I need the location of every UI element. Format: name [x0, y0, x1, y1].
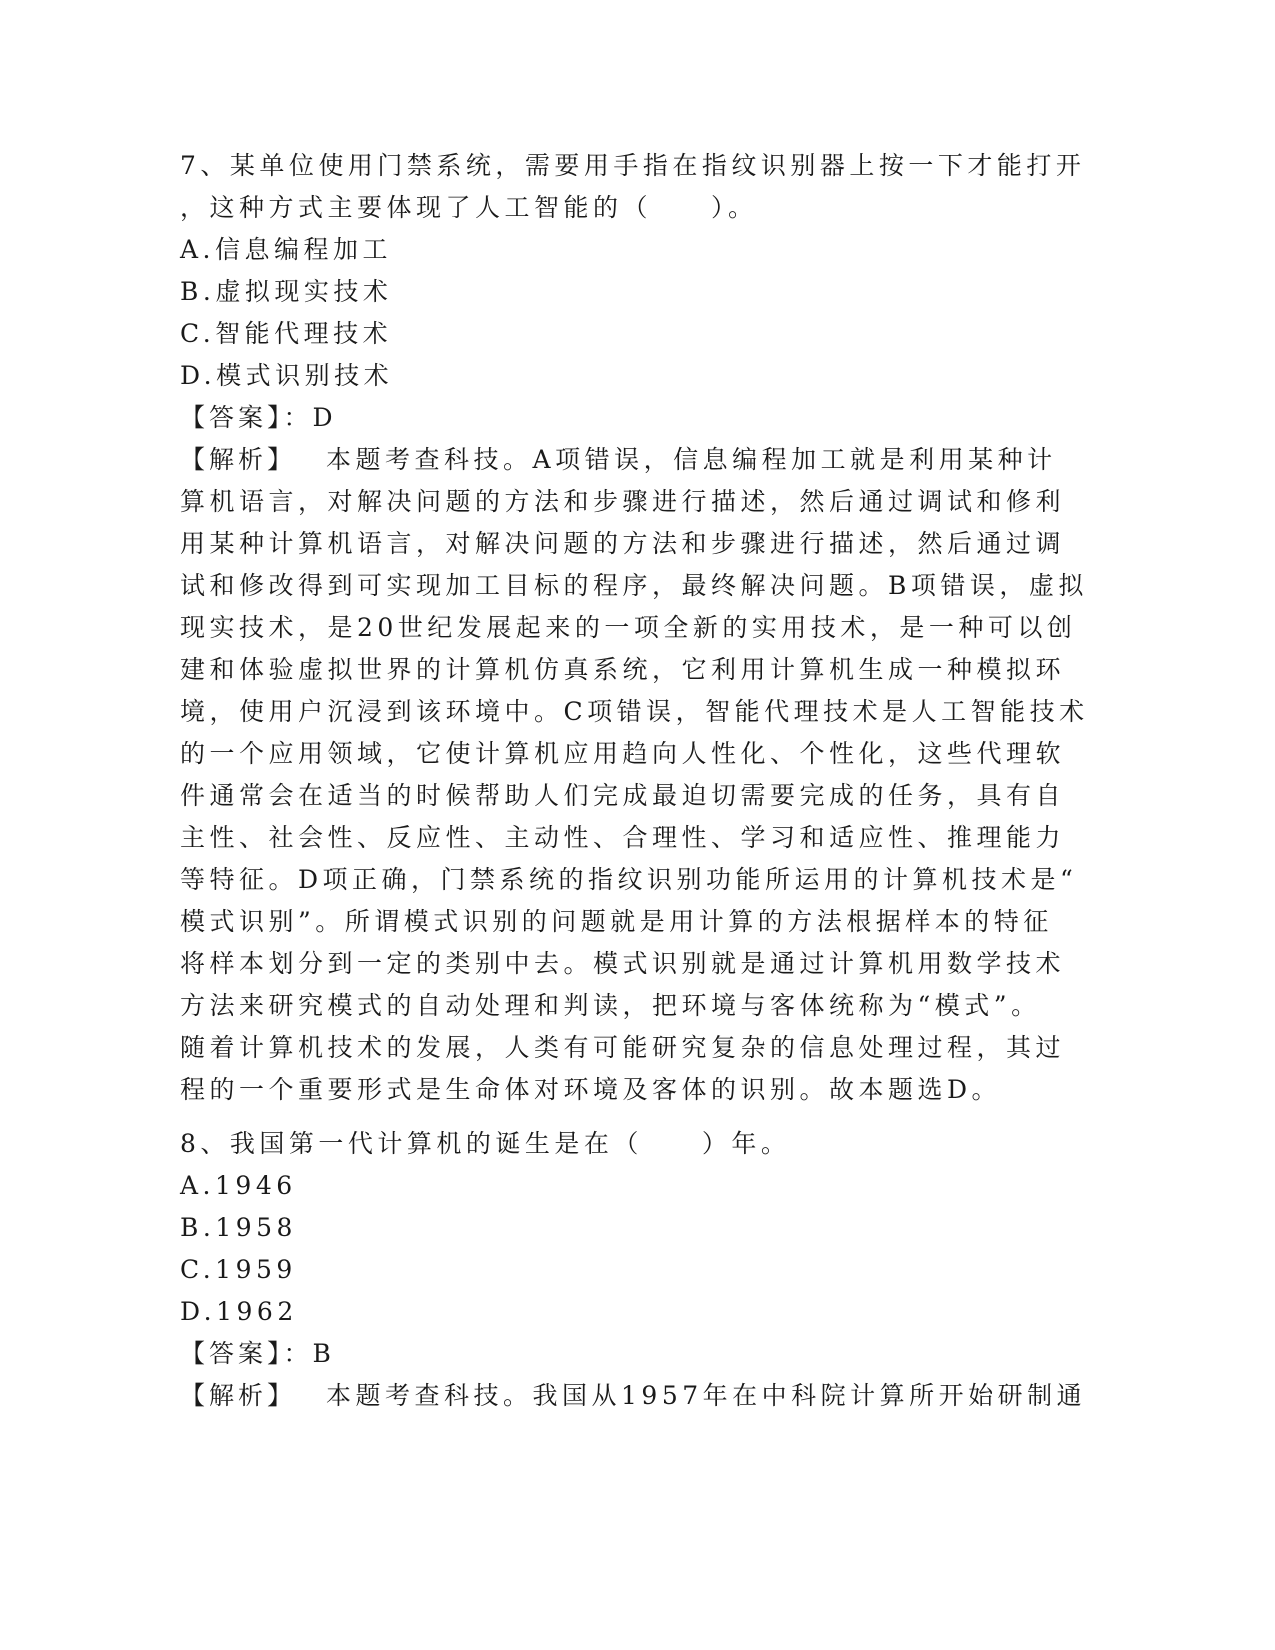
option-a: A.信息编程加工 [180, 235, 393, 264]
question-spacer [180, 1111, 1080, 1123]
analysis-line [180, 1375, 1087, 1417]
answer-label: 【答案】： [180, 1339, 313, 1368]
option-d: D.1962 [180, 1297, 298, 1326]
analysis-line: 境，使用户沉浸到该环境中。C项错误，智能代理技术是人工智能技术 [180, 697, 1089, 726]
document-page [180, 145, 1089, 1417]
analysis-line: 算机语言，对解决问题的方法和步骤进行描述，然后通过调试和修利 [180, 487, 1066, 516]
question-8 [180, 1123, 1087, 1417]
option-b: B.1958 [180, 1213, 297, 1242]
question-stem-line: 8、我国第一代计算机的诞生是在（ ）年。 [180, 1129, 791, 1158]
analysis-line: 现实技术，是20世纪发展起来的一项全新的实用技术，是一种可以创 [180, 613, 1077, 642]
analysis-label: 【解析】 [180, 1381, 297, 1410]
answer-value: D [312, 403, 338, 432]
option-c: C.1959 [180, 1255, 297, 1284]
answer-label: 【答案】： [180, 403, 313, 432]
question-stem-line: 7、某单位使用门禁系统，需要用手指在指纹识别器上按一下才能打开 [180, 151, 1086, 180]
analysis-text: 本题考查科技。我国从1957年在中科院计算所开始研制通 [326, 1381, 1087, 1410]
option-d: D.模式识别技术 [180, 361, 394, 390]
analysis-line: 建和体验虚拟世界的计算机仿真系统，它利用计算机生成一种模拟环 [180, 655, 1066, 684]
analysis-line: 程的一个重要形式是生命体对环境及客体的识别。故本题选D。 [180, 1075, 1002, 1104]
analysis-line: 主性、社会性、反应性、主动性、合理性、学习和适应性、推理能力 [180, 823, 1066, 852]
analysis-line: 等特征。D项正确，门禁系统的指纹识别功能所运用的计算机技术是“ [180, 865, 1078, 894]
analysis-text: 本题考查科技。A项错误，信息编程加工就是利用某种计 [326, 445, 1057, 474]
analysis-line: 方法来研究模式的自动处理和判读，把环境与客体统称为“模式”。 [180, 991, 1041, 1020]
answer-line [180, 397, 1080, 439]
analysis-line: 件通常会在适当的时候帮助人们完成最迫切需要完成的任务，具有自 [180, 781, 1066, 810]
question-7 [180, 145, 1089, 1111]
option-b: B.虚拟现实技术 [180, 277, 393, 306]
option-a: A.1946 [180, 1171, 297, 1200]
analysis-line [180, 439, 1080, 481]
question-stem-line: ，这种方式主要体现了人工智能的（ ）。 [180, 193, 758, 222]
option-c: C.智能代理技术 [180, 319, 393, 348]
analysis-line: 随着计算机技术的发展，人类有可能研究复杂的信息处理过程，其过 [180, 1033, 1066, 1062]
analysis-line: 用某种计算机语言，对解决问题的方法和步骤进行描述，然后通过调 [180, 529, 1066, 558]
analysis-line: 试和修改得到可实现加工目标的程序，最终解决问题。B项错误，虚拟 [180, 571, 1088, 600]
analysis-line: 将样本划分到一定的类别中去。模式识别就是通过计算机用数学技术 [180, 949, 1066, 978]
analysis-label: 【解析】 [180, 445, 297, 474]
analysis-line: 模式识别”。所谓模式识别的问题就是用计算的方法根据样本的特征 [180, 907, 1053, 936]
analysis-line: 的一个应用领域，它使计算机应用趋向人性化、个性化，这些代理软 [180, 739, 1066, 768]
answer-value: B [312, 1339, 336, 1368]
answer-line [180, 1333, 1080, 1375]
